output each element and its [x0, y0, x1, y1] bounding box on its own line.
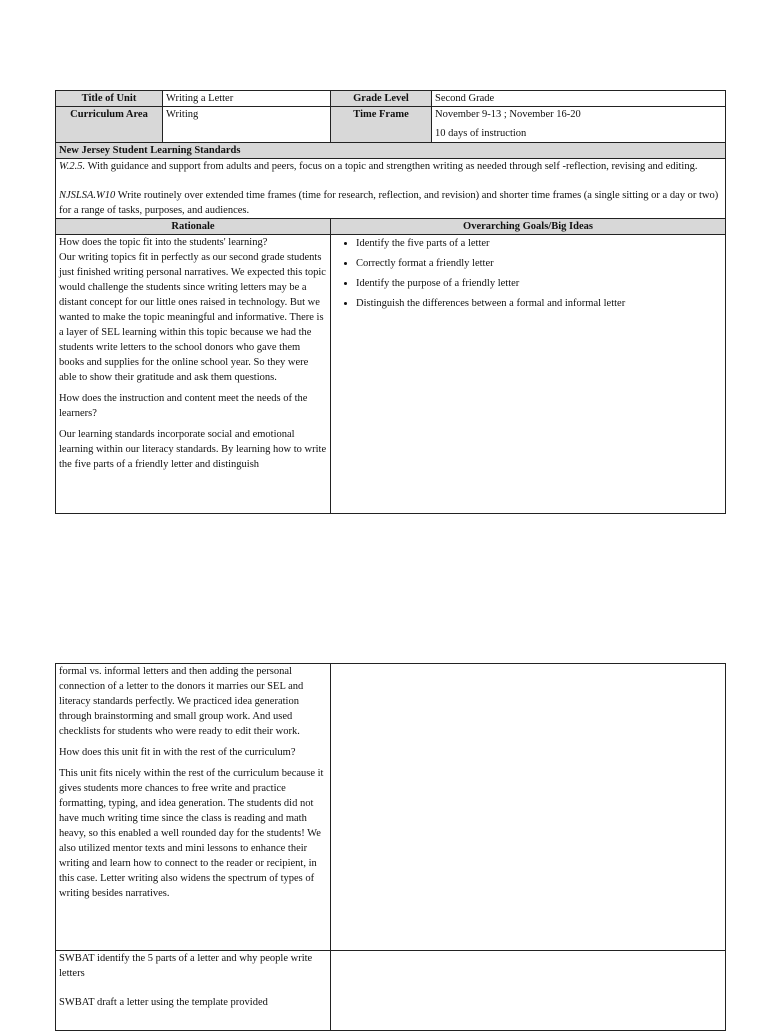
- page-gap: [0, 600, 768, 660]
- standards-heading: New Jersey Student Learning Standards: [56, 143, 726, 159]
- document-page-2: [0, 660, 768, 1024]
- goal-item: • Correctly format a friendly letter: [356, 256, 722, 271]
- unit-plan-table-continued: [55, 663, 726, 1031]
- curriculum-area-value: Writing: [163, 107, 331, 143]
- swbat-right-cell: [331, 951, 726, 1031]
- standard-w25-text: With guidance and support from adults and peers, focus on a topic and strengthen writing as needed through self -reflection, revising and editing.: [85, 161, 698, 172]
- swbat-objective-2: SWBAT draft a letter using the template provided: [59, 997, 268, 1008]
- grade-level-value: Second Grade: [432, 91, 726, 107]
- goals-list: [334, 236, 722, 311]
- rationale-heading: Rationale: [56, 219, 331, 235]
- rationale-question-2: How does the instruction and content meet the needs of the learners?: [59, 393, 308, 419]
- time-frame-dates: November 9-13 ; November 16-20: [435, 109, 581, 120]
- rationale-answer-1: Our writing topics fit in perfectly as our second grade students just finished writing personal narratives. We expected this topic would challenge the students since writing letters may be a distant concept for our little ones raised in technology. But we wanted to make the topic meaningful and informative. There is a layer of SEL learning within this topic because we had the students write letters to the school donors who gave them books and supplies for the online school year. So they were able to show their gratitude and ask them questions.: [59, 252, 326, 383]
- standards-content: [56, 159, 726, 219]
- standard-w10-code: NJSLSA.W10: [59, 190, 116, 201]
- time-frame-value: [432, 107, 726, 143]
- swbat-cell: [56, 951, 331, 1031]
- goal-item: • Identify the five parts of a letter: [356, 236, 722, 251]
- goals-cell-continued: [331, 664, 726, 951]
- time-frame-days: 10 days of instruction: [435, 128, 527, 139]
- standard-w25-code: W.2.5.: [59, 161, 86, 172]
- rationale-cell: [56, 235, 331, 514]
- curriculum-area-label: Curriculum Area: [56, 107, 163, 143]
- rationale-answer-2-start: Our learning standards incorporate social and emotional learning within our literacy standards. By learning how to write the five parts of a friendly letter and distinguish: [59, 429, 327, 470]
- rationale-answer-2-end: formal vs. informal letters and then adding the personal connection of a letter to the donors it marries our SEL and literacy standards perfectly. We practiced idea generation through brainstorming and small group work. And used checklists for students who were ready to edit their work.: [59, 666, 304, 737]
- rationale-cell-continued: [56, 664, 331, 951]
- swbat-objective-1: SWBAT identify the 5 parts of a letter and why people write letters: [59, 953, 313, 979]
- goals-heading: Overarching Goals/Big Ideas: [331, 219, 726, 235]
- standard-w10: [59, 188, 722, 218]
- goals-cell: [331, 235, 726, 514]
- unit-plan-table: [55, 90, 726, 514]
- goal-item: • Distinguish the differences between a formal and informal letter: [356, 296, 722, 311]
- rationale-question-1: How does the topic fit into the students' learning?: [59, 237, 268, 248]
- time-frame-label: Time Frame: [331, 107, 432, 143]
- standard-w10-text: Write routinely over extended time frames (time for research, reflection, and revision) and shorter time frames (a single sitting or a day or two) for a range of tasks, purposes, and audiences.: [59, 190, 719, 216]
- title-of-unit-label: Title of Unit: [56, 91, 163, 107]
- standard-w25: [59, 159, 722, 174]
- rationale-question-3: How does this unit fit in with the rest of the curriculum?: [59, 747, 296, 758]
- rationale-answer-3: This unit fits nicely within the rest of the curriculum because it gives students more chances to free write and practice formatting, typing, and idea generation. The students did not have much writing time since the class is reading and math heavy, so this enabled a well rounded day for the students! We also utilized mentor texts and mini lessons to enhance their writing and learn how to connect to the reader or recipient, in this case. Letter writing also widens the spectrum of types of writing besides narratives.: [59, 768, 324, 899]
- title-of-unit-value: Writing a Letter: [163, 91, 331, 107]
- goal-item: • Identify the purpose of a friendly letter: [356, 276, 722, 291]
- grade-level-label: Grade Level: [331, 91, 432, 107]
